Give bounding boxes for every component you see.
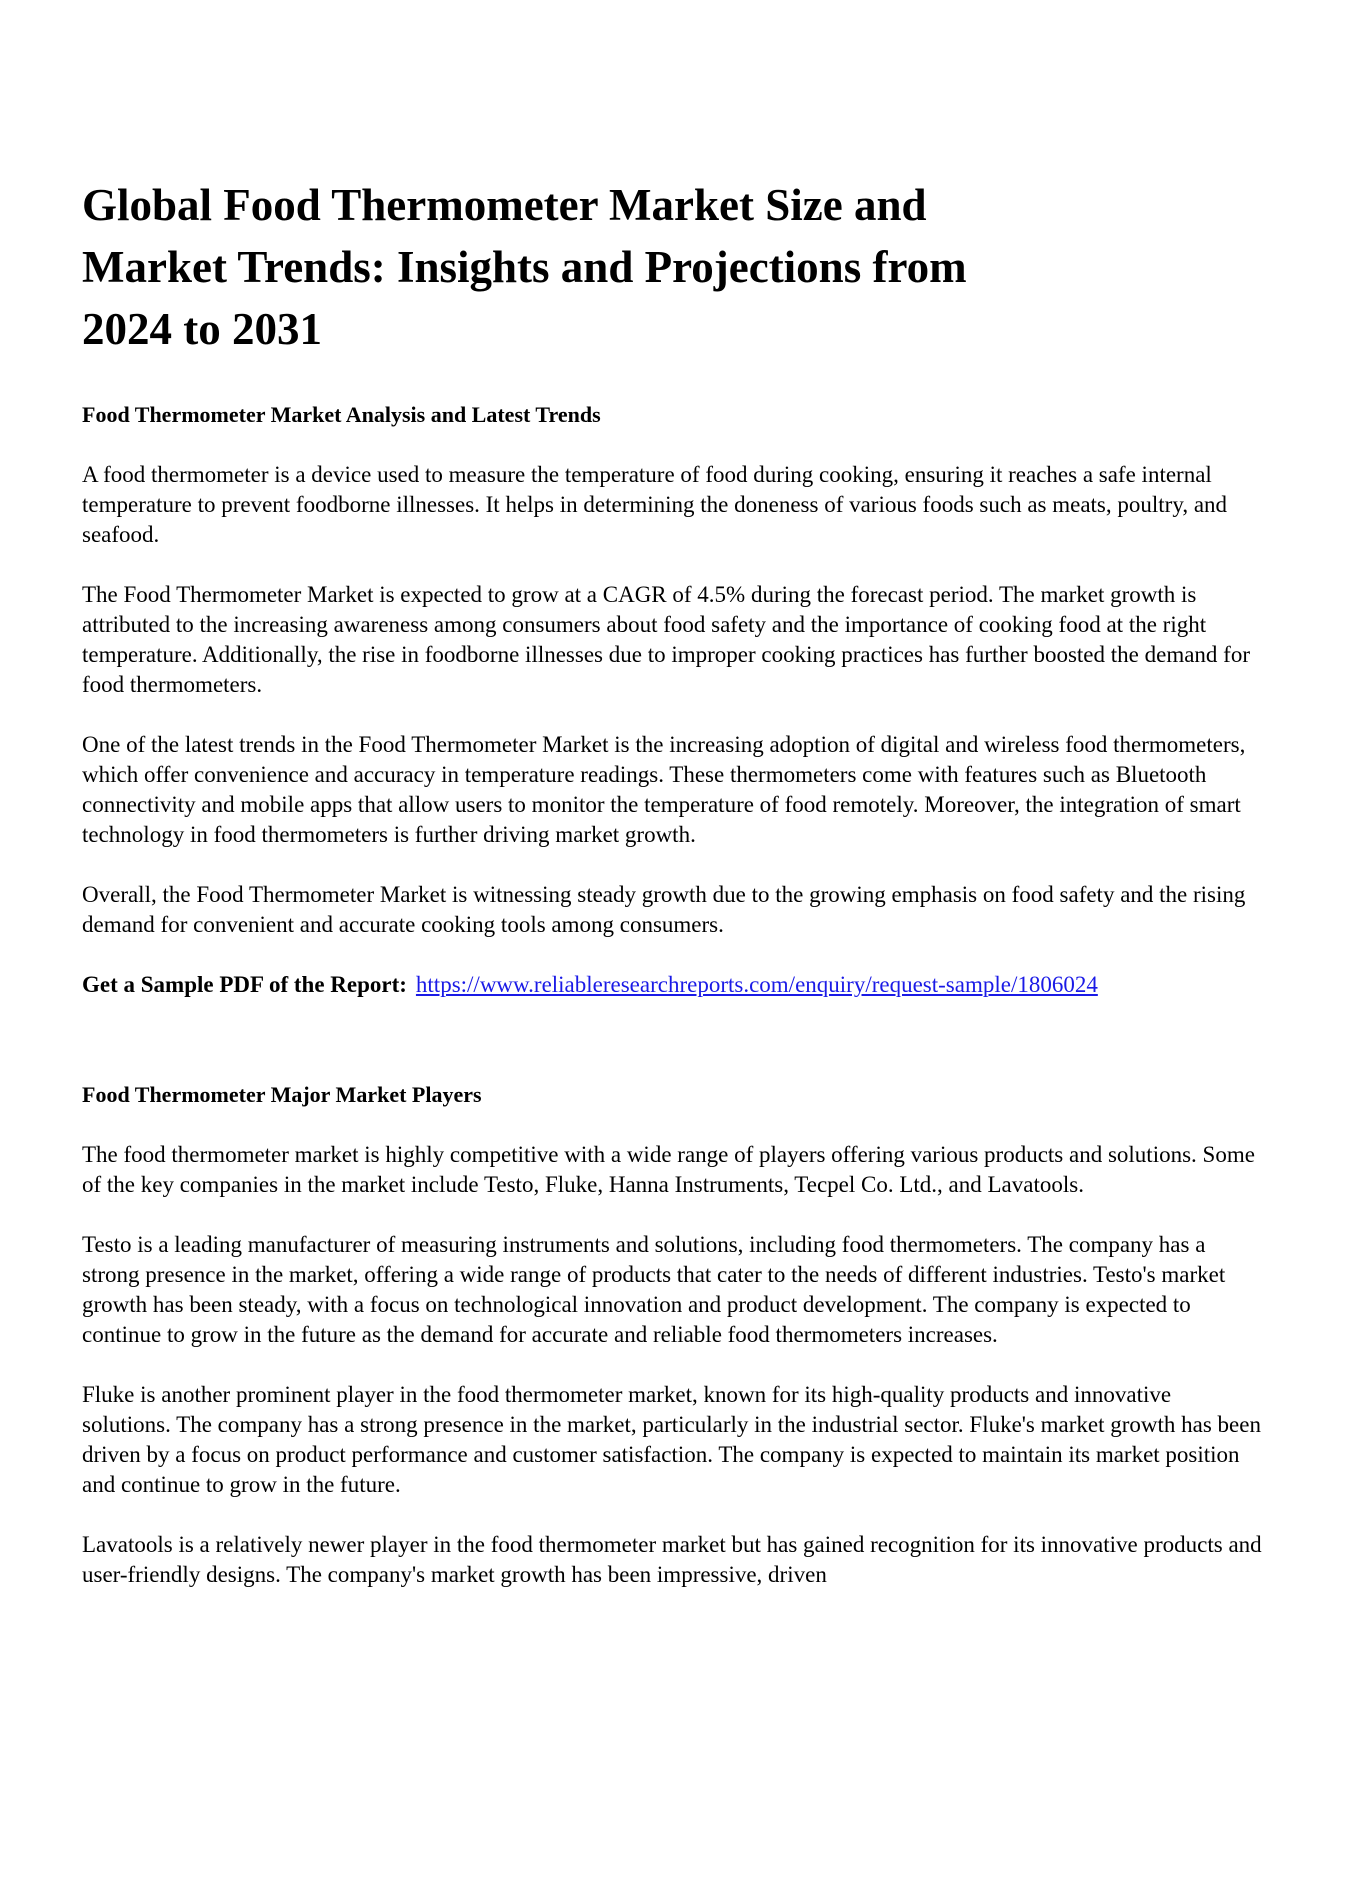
sample-pdf-line — [82, 970, 1182, 1000]
paragraph-definition: A food thermometer is a device used to measure the temperature of food during cooking, ensuring it reaches a safe internal temperature to prevent foodborne illnesses. It helps in determining the doneness of various foods such as meats, poultry, and seafood. — [82, 462, 1228, 547]
sample-pdf-label: Get a Sample PDF of the Report: — [82, 972, 407, 997]
sample-pdf-link[interactable]: https://www.reliableresearchreports.com/enquiry/request-sample/1806024 — [415, 972, 1098, 997]
paragraph-cagr-growth: The Food Thermometer Market is expected to grow at a CAGR of 4.5% during the forecast period. The market growth is attributed to the increasing awareness among consumers about food safety and the importance of cooking food at the right temperature. Additionally, the rise in foodborne illnesses due to improper cooking practices has further boosted the demand for food thermometers. — [82, 582, 1250, 697]
paragraph-latest-trends: One of the latest trends in the Food Thermometer Market is the increasing adoption of digital and wireless food thermometers, which offer convenience and accuracy in temperature readings. These thermometers come with features such as Bluetooth connectivity and mobile apps that allow users to monitor the temperature of food remotely. Moreover, the integration of smart technology in food thermometers is further driving market growth. — [82, 732, 1246, 847]
paragraph-competitive-landscape: The food thermometer market is highly competitive with a wide range of players offering various products and solutions. Some of the key companies in the market include Testo, Fluke, Hanna Instruments, Tecpel Co. Ltd., and Lavatools. — [82, 1142, 1255, 1197]
page-title: Global Food Thermometer Market Size and Market Trends: Insights and Projections from 2024 to 2031 — [82, 180, 967, 354]
paragraph-testo: Testo is a leading manufacturer of measuring instruments and solutions, including food thermometers. The company has a strong presence in the market, offering a wide range of products that cater to the needs of different industries. Testo's market growth has been steady, with a focus on technological innovation and product development. The company is expected to continue to grow in the future as the demand for accurate and reliable food thermometers increases. — [82, 1232, 1226, 1347]
section-heading-major-market-players: Food Thermometer Major Market Players — [82, 1082, 482, 1107]
paragraph-fluke: Fluke is another prominent player in the food thermometer market, known for its high-quality products and innovative solutions. The company has a strong presence in the market, particularly in the industrial sector. Fluke's market growth has been driven by a focus on product performance and customer satisfaction. The company is expected to maintain its market position and continue to grow in the future. — [82, 1382, 1261, 1497]
paragraph-overall-growth: Overall, the Food Thermometer Market is witnessing steady growth due to the growing emphasis on food safety and the rising demand for convenient and accurate cooking tools among consumers. — [82, 882, 1246, 937]
section-heading-market-analysis: Food Thermometer Market Analysis and Latest Trends — [82, 402, 601, 427]
paragraph-lavatools: Lavatools is a relatively newer player in the food thermometer market but has gained recognition for its innovative products and user-friendly designs. The company's market growth has been impressive, driven — [82, 1532, 1262, 1587]
